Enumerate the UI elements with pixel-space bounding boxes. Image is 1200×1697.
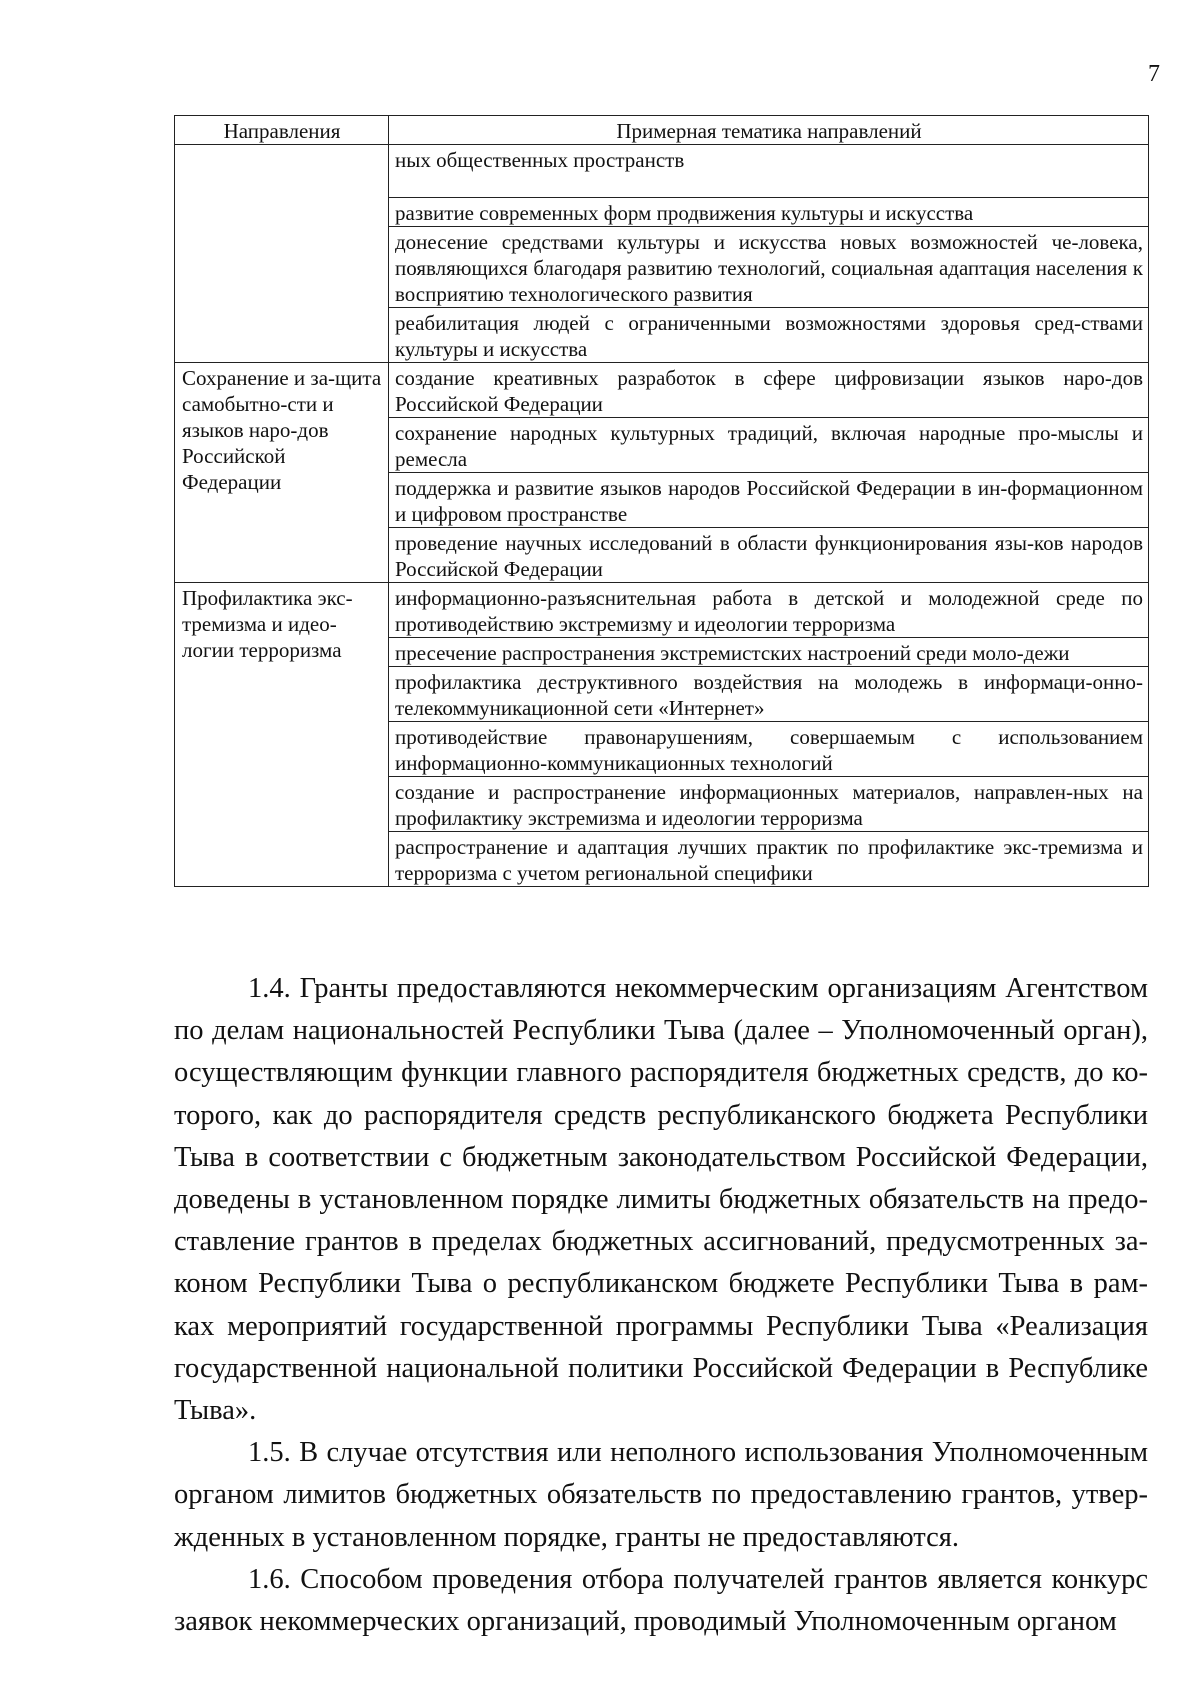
topic-cell: профилактика деструктивного воздействия на молодежь в информаци-онно-телекоммуникационной сети «Интернет» xyxy=(389,667,1149,722)
direction-cell-languages: Сохранение и за-щита самобытно-сти и языков наро-дов Российской Федерации xyxy=(175,363,389,583)
topic-cell: информационно-разъяснительная работа в детской и молодежной среде по противодействию экстремизму и идеологии терроризма xyxy=(389,583,1149,638)
topic-cell: создание и распространение информационных материалов, направлен-ных на профилактику экстремизма и идеологии терроризма xyxy=(389,777,1149,832)
table-header xyxy=(175,116,1149,145)
header-directions: Направления xyxy=(175,116,389,145)
topic-cell: распространение и адаптация лучших практик по профилактике экс-тремизма и терроризма с учетом региональной специфики xyxy=(389,832,1149,887)
table-body xyxy=(175,145,1149,887)
table-header-row xyxy=(175,116,1149,145)
topic-cell: пресечение распространения экстремистских настроений среди моло-дежи xyxy=(389,638,1149,667)
topic-cell: поддержка и развитие языков народов Российской Федерации в ин-формационном и цифровом пространстве xyxy=(389,473,1149,528)
table-row xyxy=(175,145,1149,198)
topics-table xyxy=(174,115,1149,887)
paragraph-1-6: 1.6. Способом проведения отбора получателей грантов является конкурс заявок некоммерческих организаций, проводимый Уполномоченным органом xyxy=(174,1563,1148,1638)
topic-cell: противодействие правонарушениям, совершаемым с использованием информационно-коммуникационных технологий xyxy=(389,722,1149,777)
topic-cell: создание креативных разработок в сфере цифровизации языков наро-дов Российской Федерации xyxy=(389,363,1149,418)
table-row xyxy=(175,583,1149,638)
topic-cell: сохранение народных культурных традиций, включая народные про-мыслы и ремесла xyxy=(389,418,1149,473)
topic-cell: реабилитация людей с ограниченными возможностями здоровья сред-ствами культуры и искусства xyxy=(389,308,1149,363)
direction-cell-extremism: Профилактика экс-тремизма и идео-логии терроризма xyxy=(175,583,389,887)
direction-cell-continuation xyxy=(175,145,389,363)
page-number: 7 xyxy=(1148,61,1160,87)
table-row xyxy=(175,363,1149,418)
body-text xyxy=(174,968,1148,1643)
topic-cell: проведение научных исследований в области функционирования язы-ков народов Российской Федерации xyxy=(389,528,1149,583)
header-topics: Примерная тематика направлений xyxy=(389,116,1149,145)
topic-cell: развитие современных форм продвижения культуры и искусства xyxy=(389,198,1149,227)
paragraph-1-4: 1.4. Гранты предоставляются некоммерческим организациям Агентством по делам национальностей Республики Тыва (далее – Уполномоченный орган), осуществляющим функции главного распорядителя бюджетных средств, до ко-торого, как до распорядителя средств республиканского бюджета Республики Тыва в соответствии с бюджетным законодательством Российской Федерации, доведены в установленном порядке лимиты бюджетных обязательств на предо-ставление грантов в пределах бюджетных ассигнований, предусмотренных за-коном Республики Тыва о республиканском бюджете Республики Тыва в рам-ках мероприятий государственной программы Республики Тыва «Реализация государственной национальной политики Российской Федерации в Республике Тыва». xyxy=(174,973,1148,1427)
paragraph-1-5: 1.5. В случае отсутствия или неполного использования Уполномоченным органом лимитов бюджетных обязательств по предоставлению грантов, утвер-жденных в установленном порядке, гранты не предоставляются. xyxy=(174,1437,1148,1553)
topic-cell: ных общественных пространств xyxy=(389,145,1149,198)
topic-cell: донесение средствами культуры и искусства новых возможностей че-ловека, появляющихся благодаря развитию технологий, социальная адаптация населения к восприятию технологического развития xyxy=(389,227,1149,308)
